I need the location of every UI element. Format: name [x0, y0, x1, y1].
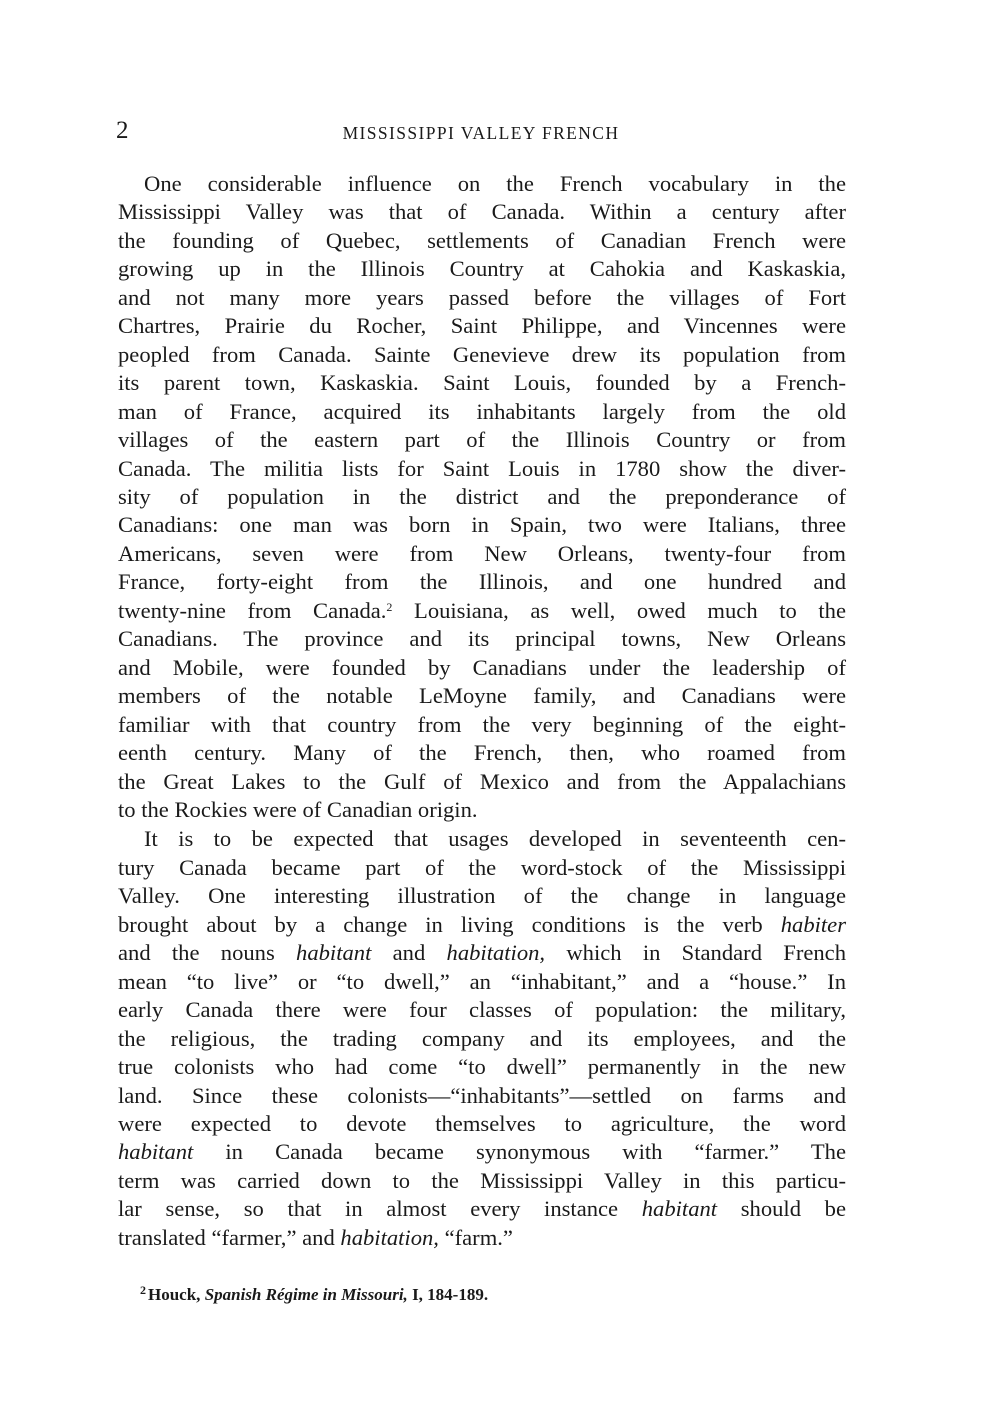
italic-term: habitant [296, 940, 372, 966]
page-header [116, 116, 846, 146]
footnote-reference: 2 [386, 599, 393, 614]
text-line: members of the notable LeMoyne family, and Canadians were [118, 683, 846, 709]
text-line: One considerable influence on the French vocabulary in the [144, 171, 846, 196]
text-line: eenth century. Many of the French, then, who roamed from [118, 740, 846, 766]
text-run: lar sense, so that in almost every instance [118, 1196, 642, 1222]
text-line [118, 1195, 846, 1223]
text-line: tury Canada became part of the word-stock of the Mississippi [118, 854, 846, 880]
text-line: growing up in the Illinois Country at Cahokia and Kaskaskia, [118, 256, 846, 282]
text-run: twenty-nine from Canada. [118, 597, 387, 623]
text-line: Valley. One interesting illustration of the change in language [118, 883, 846, 909]
text-line [118, 1138, 846, 1166]
text-line: villages of the eastern part of the Illinois Country or from [118, 427, 846, 453]
text-line: true colonists who had come “to dwell” permanently in the new [118, 1054, 846, 1080]
footnote-title: Spanish Régime in Missouri, [204, 1285, 408, 1304]
text-line: the founding of Quebec, settlements of Canadian French were [118, 227, 846, 253]
text-line: early Canada there were four classes of population: the military, [118, 997, 846, 1023]
footnote-citation: I, 184-189. [407, 1285, 489, 1304]
text-line: land. Since these colonists—“inhabitants”—settled on farms and [118, 1082, 846, 1108]
text-line: France, forty-eight from the Illinois, and one hundred and [118, 569, 846, 595]
text-run: should be [717, 1196, 846, 1222]
text-line: and Mobile, were founded by Canadians under the leadership of [118, 654, 846, 680]
text-run: in Canada became synonymous with “farmer.” The [193, 1139, 846, 1165]
running-head: MISSISSIPPI VALLEY FRENCH [342, 123, 620, 143]
text-line: Americans, seven were from New Orleans, twenty-four from [118, 540, 846, 566]
text-run: “farm.” [438, 1224, 513, 1250]
text-run: which in Standard French [545, 940, 847, 966]
footnote [140, 1278, 840, 1307]
text-line: to the Rockies were of Canadian origin. [118, 796, 478, 822]
text-line: man of France, acquired its inhabitants largely from the old [118, 398, 846, 424]
italic-term: habitant [641, 1196, 718, 1222]
text-line: Mississippi Valley was that of Canada. Within a century after [118, 199, 846, 225]
footnote-author: Houck, [148, 1285, 205, 1304]
text-line: Canadians: one man was born in Spain, two were Italians, three [118, 512, 846, 538]
paragraph-2 [118, 825, 846, 1252]
text-run: translated “farmer,” and [118, 1224, 341, 1250]
italic-term: habitant [118, 1139, 194, 1165]
text-line: Chartres, Prairie du Rocher, Saint Philippe, and Vincennes were [118, 313, 846, 339]
text-line: its parent town, Kaskaskia. Saint Louis, founded by a French- [118, 370, 846, 396]
text-line [118, 911, 846, 939]
page-number: 2 [116, 117, 129, 144]
text-line: Canadians. The province and its principal towns, New Orleans [118, 626, 846, 652]
text-line [118, 1224, 846, 1252]
text-line: mean “to live” or “to dwell,” an “inhabitant,” and a “house.” In [118, 968, 846, 994]
text-line [118, 597, 846, 625]
text-line [118, 939, 846, 967]
text-line: Canada. The militia lists for Saint Louis in 1780 show the diver- [118, 455, 846, 481]
text-line: sity of population in the district and the preponderance of [118, 483, 846, 509]
text-run: and the nouns [118, 940, 297, 966]
text-line: familiar with that country from the very beginning of the eight- [118, 711, 846, 737]
italic-term: habitation, [446, 940, 546, 966]
text-line: peopled from Canada. Sainte Genevieve drew its population from [118, 341, 846, 367]
text-run: and [371, 940, 447, 966]
body-text [118, 170, 846, 1252]
italic-term: habiter [780, 911, 846, 937]
text-line: term was carried down to the Mississippi Valley in this particu- [118, 1167, 846, 1193]
italic-term: habitation, [340, 1224, 439, 1250]
text-run: Louisiana, as well, owed much to the [392, 597, 846, 623]
text-line: the religious, the trading company and its employees, and the [118, 1025, 846, 1051]
text-line: the Great Lakes to the Gulf of Mexico and from the Appalachians [118, 768, 846, 794]
text-line: and not many more years passed before the villages of Fort [118, 284, 846, 310]
text-run: brought about by a change in living conditions is the verb [118, 911, 781, 937]
paragraph-1 [118, 170, 846, 824]
footnote-marker: 2 [140, 1283, 146, 1297]
text-line: It is to be expected that usages developed in seventeenth cen- [144, 826, 846, 852]
text-line: were expected to devote themselves to agriculture, the word [118, 1110, 846, 1136]
